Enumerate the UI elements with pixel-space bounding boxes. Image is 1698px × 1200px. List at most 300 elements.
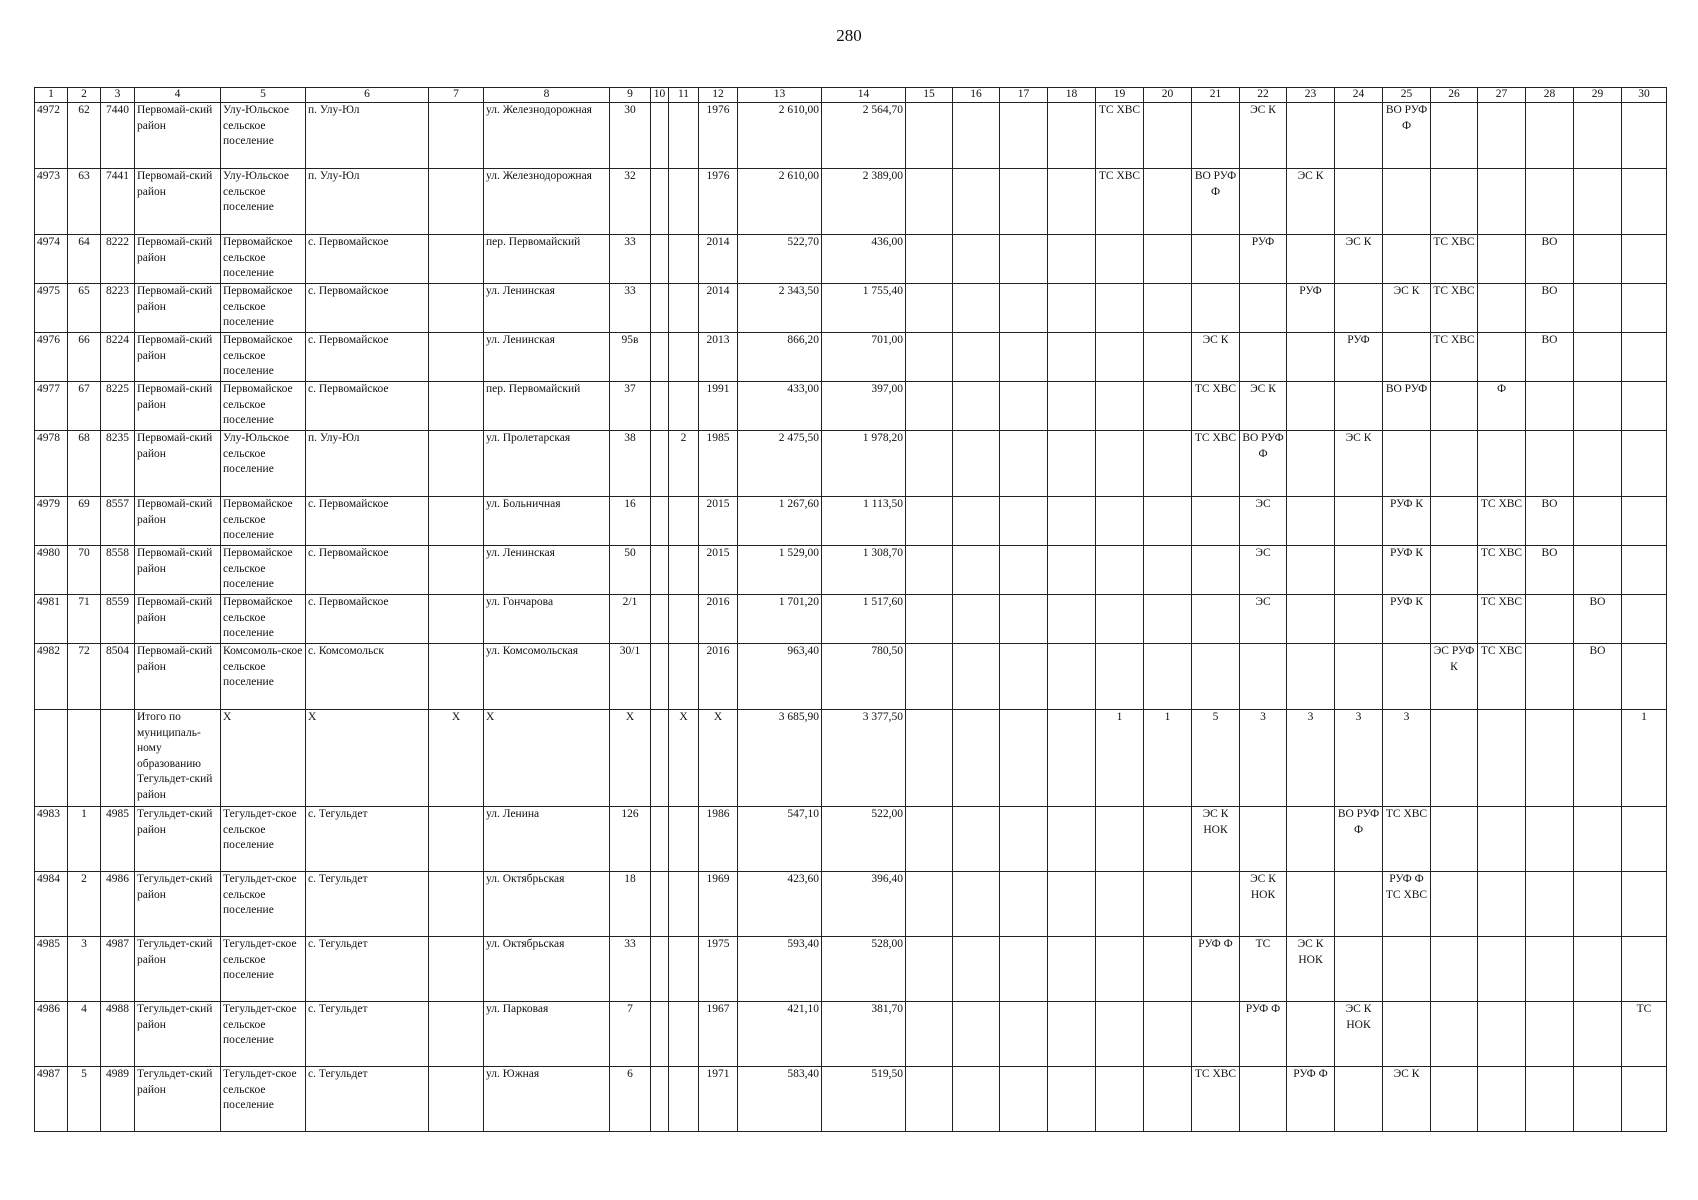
- table-cell: [1000, 807, 1048, 872]
- table-cell: [1431, 937, 1478, 1002]
- table-cell: [1096, 333, 1144, 382]
- table-cell: Первомай-ский район: [135, 431, 221, 497]
- table-cell: 65: [68, 284, 101, 333]
- table-cell: ВО РУФ Ф: [1383, 103, 1431, 169]
- table-cell: [1574, 546, 1622, 595]
- table-cell: [953, 497, 1000, 546]
- table-cell: 8223: [101, 284, 135, 333]
- table-cell: ЭС К: [1240, 103, 1287, 169]
- table-cell: РУФ: [1287, 284, 1335, 333]
- table-cell: [1000, 937, 1048, 1002]
- table-cell: с. Первомайское: [306, 333, 429, 382]
- table-cell: [1287, 103, 1335, 169]
- table-cell: Улу-Юльское сельское поселение: [221, 169, 306, 235]
- table-cell: 126: [610, 807, 651, 872]
- table-cell: 397,00: [822, 382, 906, 431]
- table-cell: [1574, 333, 1622, 382]
- column-number-header: 1: [35, 88, 68, 103]
- table-cell: X: [221, 710, 306, 807]
- table-cell: 701,00: [822, 333, 906, 382]
- table-cell: 5: [1192, 710, 1240, 807]
- table-row: [35, 382, 1667, 431]
- table-cell: [651, 169, 669, 235]
- table-cell: [1622, 546, 1667, 595]
- table-cell: Первомайское сельское поселение: [221, 235, 306, 284]
- table-cell: 4974: [35, 235, 68, 284]
- table-cell: Первомайское сельское поселение: [221, 497, 306, 546]
- table-cell: 3: [1240, 710, 1287, 807]
- table-cell: [1048, 284, 1096, 333]
- table-cell: ул. Комсомольская: [484, 644, 610, 710]
- table-cell: [953, 710, 1000, 807]
- table-cell: [1144, 937, 1192, 1002]
- table-cell: 423,60: [738, 872, 822, 937]
- table-cell: [1096, 872, 1144, 937]
- column-number-row: [35, 88, 1667, 103]
- table-cell: [1574, 169, 1622, 235]
- table-cell: [1622, 595, 1667, 644]
- table-cell: Тегульдет-ский район: [135, 1002, 221, 1067]
- table-cell: Тегульдет-ское сельское поселение: [221, 1067, 306, 1132]
- table-cell: 37: [610, 382, 651, 431]
- table-cell: ТС ХВС: [1192, 431, 1240, 497]
- table-row: [35, 872, 1667, 937]
- table-cell: [953, 807, 1000, 872]
- table-cell: [1574, 431, 1622, 497]
- table-cell: [1144, 235, 1192, 284]
- table-cell: [651, 382, 669, 431]
- table-cell: 1 701,20: [738, 595, 822, 644]
- table-cell: [1000, 872, 1048, 937]
- table-cell: ТС ХВС: [1096, 169, 1144, 235]
- table-cell: ул. Больничная: [484, 497, 610, 546]
- table-cell: [1048, 872, 1096, 937]
- table-cell: [1096, 644, 1144, 710]
- table-cell: [1478, 235, 1526, 284]
- table-cell: 4979: [35, 497, 68, 546]
- table-row: [35, 431, 1667, 497]
- table-cell: [429, 235, 484, 284]
- table-cell: 4983: [35, 807, 68, 872]
- table-cell: [906, 1067, 953, 1132]
- table-cell: [669, 595, 699, 644]
- table-cell: Первомай-ский район: [135, 595, 221, 644]
- table-cell: [651, 710, 669, 807]
- table-row: [35, 546, 1667, 595]
- table-cell: 522,00: [822, 807, 906, 872]
- table-cell: [669, 546, 699, 595]
- table-cell: 4987: [101, 937, 135, 1002]
- table-cell: [1622, 872, 1667, 937]
- table-cell: ул. Октябрьская: [484, 872, 610, 937]
- table-cell: [1144, 333, 1192, 382]
- page-number: 280: [836, 26, 862, 45]
- table-cell: [953, 431, 1000, 497]
- table-cell: Итого по муниципаль-ному образованию Тегульдет-ский район: [135, 710, 221, 807]
- table-cell: [669, 169, 699, 235]
- table-cell: [1526, 103, 1574, 169]
- table-cell: [1574, 497, 1622, 546]
- table-cell: ТС ХВС: [1096, 103, 1144, 169]
- table-cell: Тегульдет-ский район: [135, 937, 221, 1002]
- table-cell: 396,40: [822, 872, 906, 937]
- table-cell: 38: [610, 431, 651, 497]
- table-cell: с. Комсомольск: [306, 644, 429, 710]
- table-cell: [651, 1002, 669, 1067]
- table-cell: [1622, 284, 1667, 333]
- table-cell: пер. Первомайский: [484, 235, 610, 284]
- table-cell: [651, 284, 669, 333]
- table-cell: [1144, 872, 1192, 937]
- table-cell: [1431, 710, 1478, 807]
- table-cell: 1986: [699, 807, 738, 872]
- table-cell: [906, 595, 953, 644]
- table-row: [35, 1002, 1667, 1067]
- table-cell: [1622, 333, 1667, 382]
- table-cell: [101, 710, 135, 807]
- table-cell: Первомай-ский район: [135, 169, 221, 235]
- table-cell: 68: [68, 431, 101, 497]
- table-cell: ЭС РУФ К: [1431, 644, 1478, 710]
- table-cell: [1240, 807, 1287, 872]
- table-cell: [1431, 382, 1478, 431]
- table-cell: [1335, 937, 1383, 1002]
- table-cell: 522,70: [738, 235, 822, 284]
- table-cell: Тегульдет-ский район: [135, 807, 221, 872]
- table-cell: [1526, 872, 1574, 937]
- table-cell: 4978: [35, 431, 68, 497]
- table-cell: 2016: [699, 644, 738, 710]
- table-cell: 2016: [699, 595, 738, 644]
- table-cell: п. Улу-Юл: [306, 169, 429, 235]
- table-cell: [1383, 333, 1431, 382]
- table-cell: Первомайское сельское поселение: [221, 284, 306, 333]
- column-number-header: 4: [135, 88, 221, 103]
- table-cell: [906, 333, 953, 382]
- table-cell: 16: [610, 497, 651, 546]
- table-cell: ВО: [1526, 235, 1574, 284]
- table-cell: ул. Ленинская: [484, 284, 610, 333]
- column-number-header: 2: [68, 88, 101, 103]
- table-cell: [1192, 644, 1240, 710]
- table-cell: [1144, 382, 1192, 431]
- table-cell: Первомай-ский район: [135, 546, 221, 595]
- column-number-header: 6: [306, 88, 429, 103]
- table-cell: [1000, 710, 1048, 807]
- table-cell: [953, 284, 1000, 333]
- table-cell: [1048, 333, 1096, 382]
- column-number-header: 25: [1383, 88, 1431, 103]
- table-cell: 1 308,70: [822, 546, 906, 595]
- table-cell: 2 564,70: [822, 103, 906, 169]
- table-cell: Тегульдет-ское сельское поселение: [221, 937, 306, 1002]
- table-cell: [1383, 235, 1431, 284]
- table-cell: [1335, 284, 1383, 333]
- table-cell: [1622, 497, 1667, 546]
- column-number-header: 9: [610, 88, 651, 103]
- table-cell: [1574, 1067, 1622, 1132]
- table-cell: [1574, 937, 1622, 1002]
- table-cell: [906, 235, 953, 284]
- table-cell: 866,20: [738, 333, 822, 382]
- table-cell: 62: [68, 103, 101, 169]
- table-cell: [1383, 1002, 1431, 1067]
- table-cell: ул. Южная: [484, 1067, 610, 1132]
- table-cell: [1335, 497, 1383, 546]
- table-cell: [1287, 382, 1335, 431]
- table-cell: [1144, 1002, 1192, 1067]
- column-number-header: 26: [1431, 88, 1478, 103]
- table-cell: [429, 644, 484, 710]
- table-cell: [1622, 235, 1667, 284]
- table-cell: [429, 497, 484, 546]
- table-cell: с. Тегульдет: [306, 872, 429, 937]
- column-number-header: 19: [1096, 88, 1144, 103]
- table-cell: [1000, 644, 1048, 710]
- column-number-header: 3: [101, 88, 135, 103]
- table-cell: 4: [68, 1002, 101, 1067]
- table-cell: [1048, 1002, 1096, 1067]
- column-number-header: 8: [484, 88, 610, 103]
- table-cell: [1478, 1002, 1526, 1067]
- table-cell: [1622, 1067, 1667, 1132]
- table-cell: [906, 497, 953, 546]
- table-cell: ЭС: [1240, 595, 1287, 644]
- column-number-header: 30: [1622, 88, 1667, 103]
- table-cell: Комсомоль-ское сельское поселение: [221, 644, 306, 710]
- column-number-header: 21: [1192, 88, 1240, 103]
- table-cell: 963,40: [738, 644, 822, 710]
- table-row: [35, 497, 1667, 546]
- table-cell: Тегульдет-ское сельское поселение: [221, 872, 306, 937]
- table-cell: [953, 333, 1000, 382]
- table-cell: 6: [610, 1067, 651, 1132]
- table-cell: [1096, 382, 1144, 431]
- table-cell: [1335, 382, 1383, 431]
- table-cell: [1048, 382, 1096, 431]
- table-cell: 30/1: [610, 644, 651, 710]
- table-cell: [1526, 1002, 1574, 1067]
- table-cell: [669, 284, 699, 333]
- table-cell: [906, 710, 953, 807]
- table-cell: [1144, 1067, 1192, 1132]
- table-cell: 71: [68, 595, 101, 644]
- table-cell: [1048, 497, 1096, 546]
- table-cell: [1048, 235, 1096, 284]
- table-cell: [953, 382, 1000, 431]
- table-cell: [669, 103, 699, 169]
- table-cell: [1192, 546, 1240, 595]
- column-number-header: 11: [669, 88, 699, 103]
- table-cell: [1287, 333, 1335, 382]
- table-cell: [1383, 431, 1431, 497]
- table-cell: [1526, 644, 1574, 710]
- table-cell: ул. Гончарова: [484, 595, 610, 644]
- table-cell: 4980: [35, 546, 68, 595]
- table-cell: [1000, 169, 1048, 235]
- table-cell: [953, 546, 1000, 595]
- table-cell: [1383, 937, 1431, 1002]
- table-cell: [669, 1002, 699, 1067]
- table-cell: [1574, 382, 1622, 431]
- table-cell: [669, 497, 699, 546]
- table-row: [35, 103, 1667, 169]
- table-cell: [1192, 103, 1240, 169]
- table-cell: [1192, 872, 1240, 937]
- table-cell: Первомай-ский район: [135, 497, 221, 546]
- table-cell: 1969: [699, 872, 738, 937]
- table-cell: [1192, 284, 1240, 333]
- table-row: [35, 595, 1667, 644]
- table-cell: [1431, 103, 1478, 169]
- table-cell: Первомайское сельское поселение: [221, 546, 306, 595]
- table-cell: [1000, 382, 1048, 431]
- column-number-header: 14: [822, 88, 906, 103]
- table-cell: [1000, 1002, 1048, 1067]
- table-cell: Первомай-ский район: [135, 235, 221, 284]
- table-cell: [1287, 807, 1335, 872]
- table-cell: [1144, 807, 1192, 872]
- table-cell: Улу-Юльское сельское поселение: [221, 103, 306, 169]
- table-cell: [1478, 872, 1526, 937]
- table-cell: ЭС К НОК: [1240, 872, 1287, 937]
- table-cell: 1976: [699, 169, 738, 235]
- table-cell: [906, 937, 953, 1002]
- table-cell: [1240, 284, 1287, 333]
- table-cell: [1096, 235, 1144, 284]
- table-cell: [669, 333, 699, 382]
- table-cell: с. Тегульдет: [306, 937, 429, 1002]
- table-cell: ВО: [1574, 595, 1622, 644]
- table-cell: 67: [68, 382, 101, 431]
- table-cell: ул. Октябрьская: [484, 937, 610, 1002]
- table-cell: [1431, 497, 1478, 546]
- table-cell: 1 755,40: [822, 284, 906, 333]
- table-cell: ул. Ленинская: [484, 333, 610, 382]
- table-cell: ВО РУФ Ф: [1240, 431, 1287, 497]
- table-cell: ТС: [1240, 937, 1287, 1002]
- table-cell: РУФ К: [1383, 546, 1431, 595]
- table-cell: [1287, 497, 1335, 546]
- table-cell: с. Тегульдет: [306, 1067, 429, 1132]
- table-cell: [1431, 1002, 1478, 1067]
- table-cell: [1383, 169, 1431, 235]
- table-cell: 2/1: [610, 595, 651, 644]
- table-cell: [1048, 937, 1096, 1002]
- table-cell: [1478, 169, 1526, 235]
- table-cell: [1335, 103, 1383, 169]
- table-cell: с. Первомайское: [306, 595, 429, 644]
- table-cell: [1000, 1067, 1048, 1132]
- table-cell: [1622, 937, 1667, 1002]
- table-cell: 4981: [35, 595, 68, 644]
- table-cell: [1526, 431, 1574, 497]
- table-cell: [953, 644, 1000, 710]
- column-number-header: 10: [651, 88, 669, 103]
- table-cell: [1431, 807, 1478, 872]
- table-cell: 70: [68, 546, 101, 595]
- table-cell: [1335, 546, 1383, 595]
- table-cell: 4982: [35, 644, 68, 710]
- table-cell: п. Улу-Юл: [306, 103, 429, 169]
- table-cell: 8222: [101, 235, 135, 284]
- table-cell: с. Первомайское: [306, 284, 429, 333]
- table-cell: 50: [610, 546, 651, 595]
- table-cell: [1478, 710, 1526, 807]
- table-cell: 381,70: [822, 1002, 906, 1067]
- table-cell: [1622, 382, 1667, 431]
- table-cell: ЭС К НОК: [1335, 1002, 1383, 1067]
- table-cell: [1144, 546, 1192, 595]
- table-cell: 4988: [101, 1002, 135, 1067]
- table-cell: [906, 807, 953, 872]
- table-cell: [1000, 103, 1048, 169]
- table-cell: 1976: [699, 103, 738, 169]
- table-cell: [1431, 546, 1478, 595]
- table-cell: [1144, 497, 1192, 546]
- table-cell: 64: [68, 235, 101, 284]
- table-cell: [906, 1002, 953, 1067]
- table-cell: пер. Первомайский: [484, 382, 610, 431]
- table-cell: ВО РУФ: [1383, 382, 1431, 431]
- table-cell: [1144, 644, 1192, 710]
- table-cell: ЭС К НОК: [1287, 937, 1335, 1002]
- table-cell: 1: [68, 807, 101, 872]
- table-cell: [906, 284, 953, 333]
- table-cell: Первомайское сельское поселение: [221, 382, 306, 431]
- table-cell: [1526, 937, 1574, 1002]
- table-cell: X: [429, 710, 484, 807]
- table-cell: с. Первомайское: [306, 235, 429, 284]
- table-cell: [1096, 807, 1144, 872]
- table-cell: [906, 644, 953, 710]
- table-cell: [906, 872, 953, 937]
- table-cell: 4986: [35, 1002, 68, 1067]
- table-cell: [669, 235, 699, 284]
- table-cell: ТС ХВС: [1192, 1067, 1240, 1132]
- table-cell: 436,00: [822, 235, 906, 284]
- table-cell: [1144, 431, 1192, 497]
- table-cell: ул. Парковая: [484, 1002, 610, 1067]
- table-cell: 1 113,50: [822, 497, 906, 546]
- table-cell: ТС ХВС: [1478, 497, 1526, 546]
- table-row: [35, 333, 1667, 382]
- table-cell: [1287, 644, 1335, 710]
- table-cell: X: [699, 710, 738, 807]
- table-cell: [1478, 807, 1526, 872]
- table-cell: [429, 937, 484, 1002]
- table-cell: 2015: [699, 546, 738, 595]
- table-cell: 63: [68, 169, 101, 235]
- table-cell: 33: [610, 235, 651, 284]
- table-cell: ЭС К: [1383, 284, 1431, 333]
- table-cell: РУФ Ф: [1287, 1067, 1335, 1132]
- table-cell: 583,40: [738, 1067, 822, 1132]
- table-cell: ул. Железнодорожная: [484, 103, 610, 169]
- table-cell: [68, 710, 101, 807]
- table-cell: ЭС К: [1335, 431, 1383, 497]
- table-cell: [1574, 103, 1622, 169]
- table-cell: ВО: [1526, 497, 1574, 546]
- table-cell: [1048, 431, 1096, 497]
- table-cell: 33: [610, 937, 651, 1002]
- table-cell: [1000, 595, 1048, 644]
- table-cell: [1526, 1067, 1574, 1132]
- table-cell: [1287, 431, 1335, 497]
- table-cell: [1622, 807, 1667, 872]
- table-cell: 8235: [101, 431, 135, 497]
- table-cell: РУФ: [1240, 235, 1287, 284]
